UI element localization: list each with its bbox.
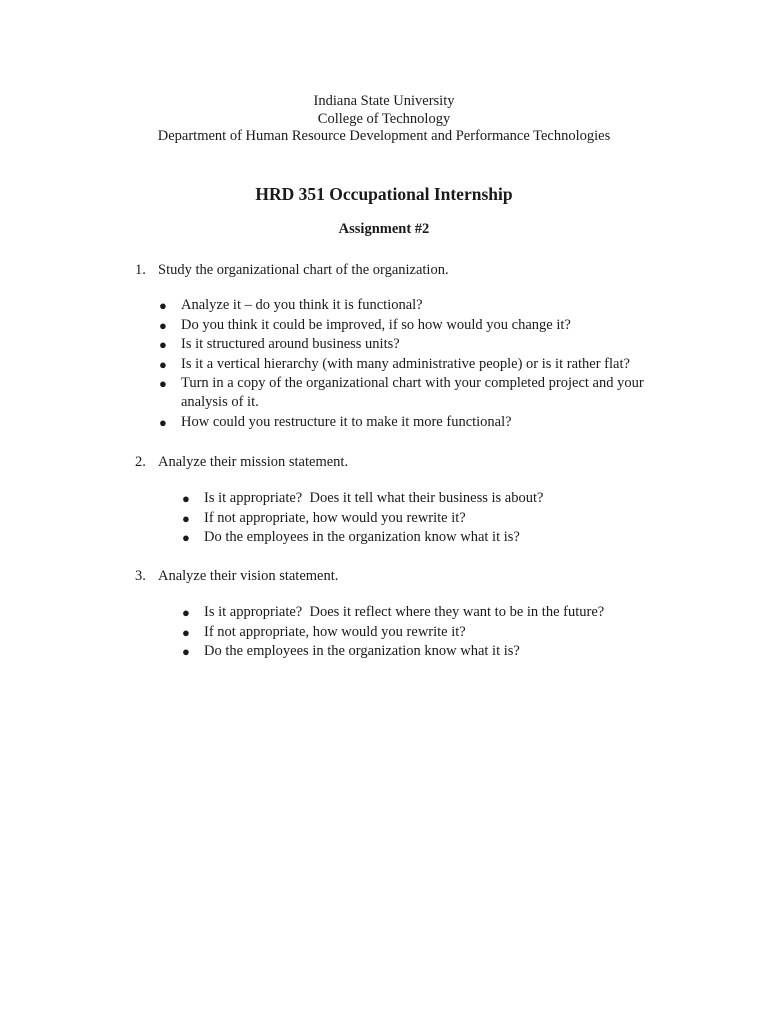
bullet-text: Is it appropriate? Does it tell what their business is about? bbox=[204, 490, 544, 506]
bullet-icon: ● bbox=[182, 491, 190, 506]
bullet-icon: ● bbox=[159, 337, 167, 352]
bullet-text: Turn in a copy of the organizational chart with your completed project and your analysis of it. bbox=[181, 375, 644, 410]
department-name: Department of Human Resource Development and Performance Technologies bbox=[157, 128, 611, 144]
numbered-item-3 bbox=[135, 567, 338, 585]
list-item bbox=[182, 509, 662, 529]
list-item bbox=[159, 413, 659, 433]
list-item bbox=[159, 355, 659, 375]
bullet-text: Do you think it could be improved, if so how would you change it? bbox=[181, 316, 571, 333]
list-item bbox=[182, 623, 662, 643]
bullet-text: If not appropriate, how would you rewrite it? bbox=[204, 623, 466, 640]
college-name: College of Technology bbox=[317, 110, 451, 127]
item-number: 3. bbox=[135, 568, 146, 584]
list-item bbox=[159, 374, 659, 413]
bullet-icon: ● bbox=[159, 356, 167, 372]
bullet-text: Is it appropriate? Does it reflect where they want to be in the future? bbox=[204, 604, 605, 620]
bullet-icon: ● bbox=[182, 644, 190, 659]
bullet-text: Is it a vertical hierarchy (with many administrative people) or is it rather flat? bbox=[181, 355, 630, 372]
numbered-item-2 bbox=[135, 453, 348, 471]
bullet-icon: ● bbox=[159, 376, 167, 391]
item-number: 2. bbox=[135, 454, 146, 470]
bullet-icon: ● bbox=[182, 530, 190, 545]
bullet-icon: ● bbox=[182, 605, 190, 620]
list-item bbox=[159, 296, 659, 316]
assignment-title: Assignment #2 bbox=[338, 221, 430, 237]
bullet-text: Do the employees in the organization know what it is? bbox=[204, 529, 520, 545]
university-name: Indiana State University bbox=[313, 93, 455, 109]
bullet-text: How could you restructure it to make it more functional? bbox=[181, 413, 512, 430]
item-number: 1. bbox=[135, 262, 146, 278]
item-text: Analyze their mission statement. bbox=[158, 454, 349, 470]
bullet-list-3 bbox=[182, 603, 662, 662]
bullet-text: Do the employees in the organization know what it is? bbox=[204, 643, 520, 659]
list-item bbox=[182, 528, 662, 548]
list-item bbox=[159, 335, 659, 355]
bullet-icon: ● bbox=[159, 414, 167, 430]
course-title: HRD 351 Occupational Internship bbox=[255, 184, 513, 204]
numbered-item-1 bbox=[135, 261, 449, 279]
item-text: Analyze their vision statement. bbox=[158, 568, 339, 584]
bullet-text: Is it structured around business units? bbox=[181, 336, 400, 352]
bullet-icon: ● bbox=[159, 317, 167, 333]
list-item bbox=[182, 489, 662, 509]
bullet-icon: ● bbox=[182, 510, 190, 526]
list-item bbox=[182, 642, 662, 662]
bullet-list-2 bbox=[182, 489, 662, 548]
list-item bbox=[182, 603, 662, 623]
bullet-text: Analyze it – do you think it is functional? bbox=[181, 297, 423, 313]
list-item bbox=[159, 316, 659, 336]
bullet-text: If not appropriate, how would you rewrite it? bbox=[204, 509, 466, 526]
bullet-list-1 bbox=[159, 296, 659, 432]
item-text: Study the organizational chart of the organization. bbox=[158, 262, 449, 278]
bullet-icon: ● bbox=[182, 624, 190, 640]
bullet-icon: ● bbox=[159, 298, 167, 313]
document-header bbox=[0, 93, 768, 146]
